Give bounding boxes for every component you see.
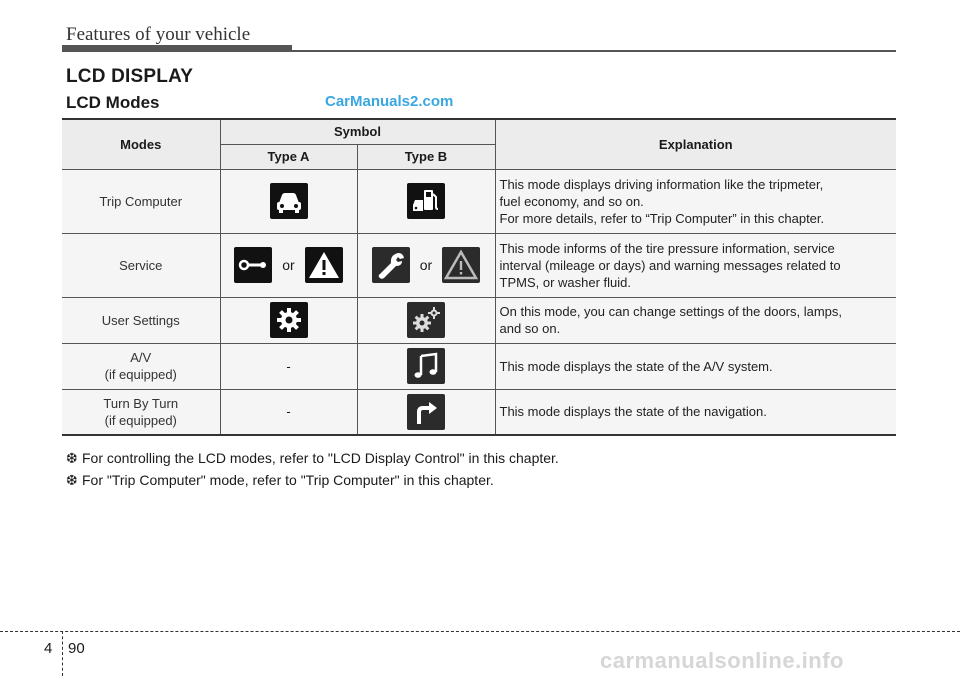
turn-arrow-icon [407,394,445,430]
footer-watermark[interactable]: carmanualsonline.info [600,648,844,673]
explanation-line: fuel economy, and so on. [499,193,644,209]
table-row [62,233,896,297]
note-text: For "Trip Computer" mode, refer to "Trip Computer" in this chapter. [82,472,494,488]
explanation-line: This mode informs of the tire pressure information, service [499,240,835,256]
subsection-title: LCD Modes [66,93,160,112]
mode-label: Turn By Turn [103,395,179,411]
mode-qualifier: (if equipped) [104,367,177,382]
music-note-icon [407,348,445,384]
no-symbol-dash: - [286,404,291,420]
mode-label: Service [119,257,163,273]
header-type-b: Type B [357,144,495,169]
section-title: LCD DISPLAY [66,66,194,87]
lcd-modes-table [62,118,896,436]
mode-label: User Settings [101,312,180,328]
table-row [62,169,896,233]
note-text: For controlling the LCD modes, refer to "LCD Display Control" in this chapter. [82,450,559,466]
page-number: 90 [68,640,85,657]
note-marker: ❆ [66,472,78,488]
explanation-line: For more details, refer to “Trip Computer” in this chapter. [499,210,825,226]
note-lcd-control [66,450,559,467]
watermark-top[interactable]: CarManuals2.com [325,93,454,110]
warning-triangle-icon [442,247,480,283]
or-label: or [419,257,433,273]
warning-triangle-icon [305,247,343,283]
fuel-pump-icon [407,183,445,219]
explanation-line: On this mode, you can change settings of the doors, lamps, [499,304,843,319]
note-marker: ❆ [66,450,78,466]
mode-label: Trip Computer [99,193,183,209]
chapter-number: 4 [44,640,53,657]
mode-qualifier: (if equipped) [104,412,177,428]
car-icon [270,183,308,219]
note-trip-computer [66,472,494,489]
header-type-a: Type A [220,144,357,169]
gears-icon [407,302,445,338]
footer-divider [62,631,63,676]
header-rule-thin [62,50,896,52]
or-label: or [282,257,295,273]
gear-icon [270,302,308,338]
header-symbol: Symbol [220,119,495,144]
explanation-line: and so on. [499,321,561,336]
explanation-line: This mode displays the state of the A/V system. [499,358,773,374]
wrench-icon [234,247,272,283]
footer-rule [0,631,960,632]
explanation-line: This mode displays the state of the navigation. [499,404,767,420]
header-modes: Modes [62,119,220,169]
header-explanation: Explanation [495,119,896,169]
no-symbol-dash: - [286,358,291,374]
table-row [62,297,896,343]
table-row [62,389,896,435]
header-title: Features of your vehicle [66,24,251,45]
table-row [62,343,896,389]
wrench-icon [372,247,410,283]
explanation-line: TPMS, or washer fluid. [499,274,631,290]
mode-label: A/V [130,350,152,365]
explanation-line: This mode displays driving information like the tripmeter, [499,176,824,192]
explanation-line: interval (mileage or days) and warning messages related to [499,257,841,273]
